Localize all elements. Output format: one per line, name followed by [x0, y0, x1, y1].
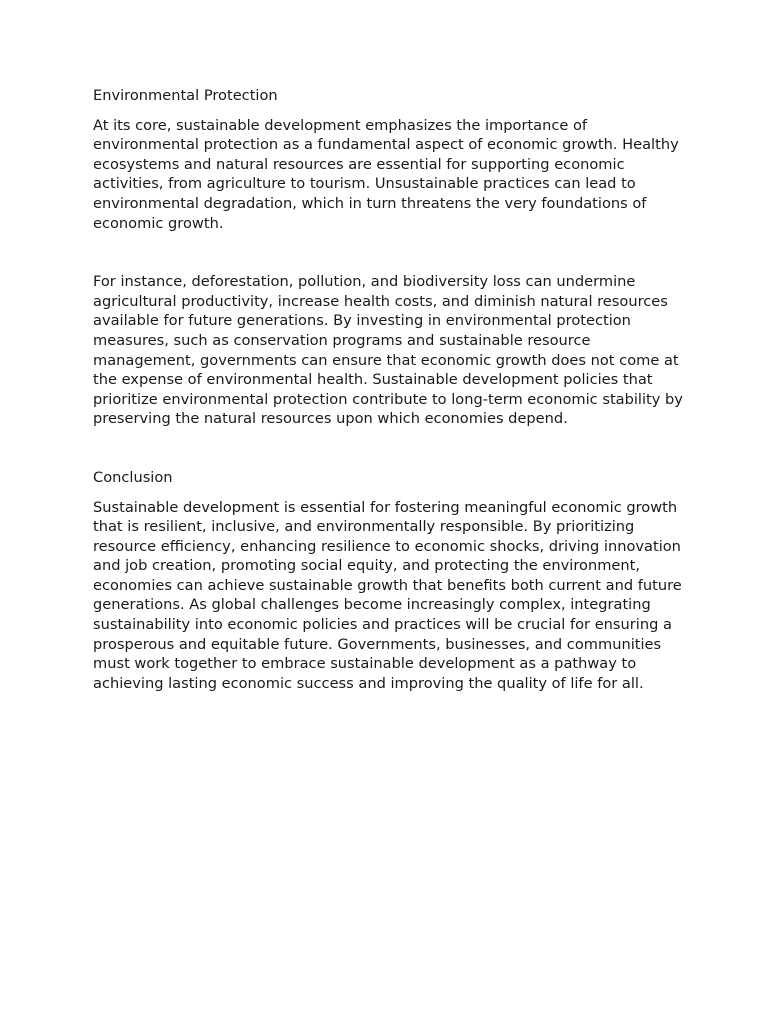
- paragraph: Sustainable development is essential for fostering meaningful economic growth that is resilient, inclusive, and environmentally responsible. By prioritizing resource efficiency, enhancing resilience to economic shocks, driving innovation and job creation, promoting social equity, and protecting the environment, economies can achieve sustainable growth that benefits both current and future generations. As global challenges become increasingly complex, integrating sustainability into economic policies and practices will be crucial for ensuring a prosperous and equitable future. Governments, businesses, and communities must work together to embrace sustainable development as a pathway to achieving lasting economic success and improving the quality of life for all.: [93, 498, 682, 692]
- paragraph: For instance, deforestation, pollution, and biodiversity loss can undermine agricultural productivity, increase health costs, and diminish natural resources available for future generations. By investing in environmental protection measures, such as conservation programs and sustainable resource management, governments can ensure that economic growth does not come at the expense of environmental health. Sustainable development policies that prioritize environmental protection contribute to long-term economic stability by preserving the natural resources upon which economies depend.: [93, 273, 683, 428]
- section-heading-environmental-protection: Environmental Protection: [93, 87, 278, 104]
- section-heading-conclusion: Conclusion: [93, 468, 173, 486]
- document-body: [93, 86, 683, 693]
- paragraph: At its core, sustainable development emphasizes the importance of environmental protection as a fundamental aspect of economic growth. Healthy ecosystems and natural resources are essential for supporting economic activities, from agriculture to tourism. Unsustainable practices can lead to environmental degradation, which in turn threatens the very foundations of economic growth.: [93, 116, 679, 232]
